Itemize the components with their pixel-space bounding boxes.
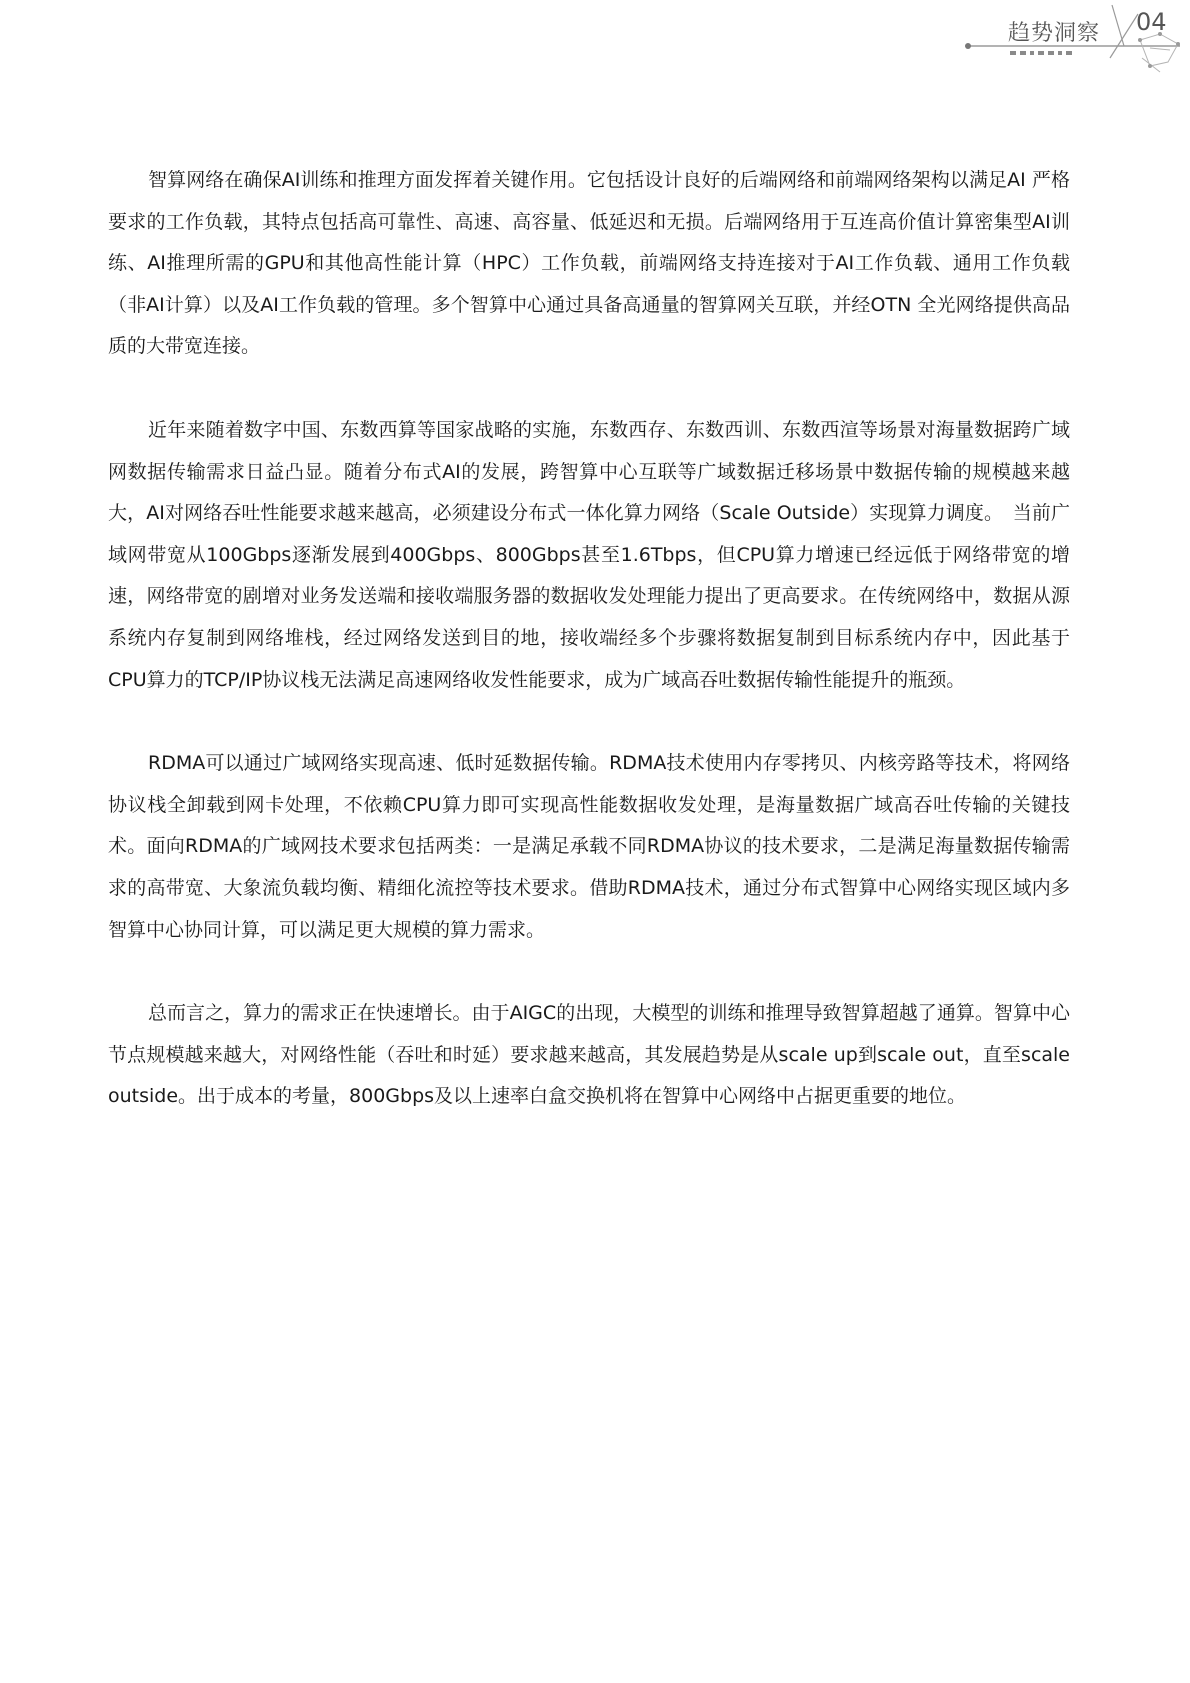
header-network-ornament: [1140, 34, 1178, 72]
main-content: [108, 160, 1070, 1160]
page-header: [0, 0, 1190, 80]
page-number: 04: [1136, 8, 1167, 36]
section-title: 趋势洞察: [1008, 21, 1101, 46]
header-dash-pattern: [1010, 51, 1072, 55]
header-rule-dot: [965, 43, 971, 49]
header-diagonal-2: [1110, 14, 1138, 58]
paragraph-wan-transfer: 近年来随着数字中国、东数西算等国家战略的实施，东数西存、东数西训、东数西渲等场景对海量数据跨广域网数据传输需求日益凸显。随着分布式AI的发展，跨智算中心互联等广域数据迁移场景中数据传输的规模越来越大，AI对网络吞吐性能要求越来越高，必须建设分布式一体化算力网络（Scale Outside）实现算力调度。 当前广域网带宽从100Gbps逐渐发展到400Gbps、800Gbps甚至1.6Tbps，但CPU算力增速已经远低于网络带宽的增速，网络带宽的剧增对业务发送端和接收端服务器的数据收发处理能力提出了更高要求。在传统网络中，数据从源系统内存复制到网络堆栈，经过网络发送到目的地，接收端经多个步骤将数据复制到目标系统内存中，因此基于CPU算力的TCP/IP协议栈无法满足高速网络收发性能要求，成为广域高吞吐数据传输性能提升的瓶颈。: [108, 418, 1070, 691]
paragraph-rdma: RDMA可以通过广域网络实现高速、低时延数据传输。RDMA技术使用内存零拷贝、内核旁路等技术，将网络协议栈全卸载到网卡处理，不依赖CPU算力即可实现高性能数据收发处理，是海量数据广域高吞吐传输的关键技术。面向RDMA的广域网技术要求包括两类：一是满足承载不同RDMA协议的技术要求，二是满足海量数据传输需求的高带宽、大象流负载均衡、精细化流控等技术要求。借助RDMA技术，通过分布式智算中心网络实现区域内多智算中心协同计算，可以满足更大规模的算力需求。: [108, 752, 1070, 941]
paragraph-summary: 总而言之，算力的需求正在快速增长。由于AIGC的出现，大模型的训练和推理导致智算超越了通算。智算中心节点规模越来越大，对网络性能（吞吐和时延）要求越来越高，其发展趋势是从scale up到scale out，直至scale outside。出于成本的考量，800Gbps及以上速率白盒交换机将在智算中心网络中占据更重要的地位。: [108, 1002, 1070, 1108]
paragraph-ai-network: 智算网络在确保AI训练和推理方面发挥着关键作用。它包括设计良好的后端网络和前端网络架构以满足AI 严格要求的工作负载，其特点包括高可靠性、高速、高容量、低延迟和无损。后端网络用于互连高价值计算密集型AI训练、AI推理所需的GPU和其他高性能计算（HPC）工作负载，前端网络支持连接对于AI工作负载、通用工作负载（非AI计算）以及AI工作负载的管理。多个智算中心通过具备高通量的智算网关互联，并经OTN 全光网络提供高品质的大带宽连接。: [108, 169, 1070, 358]
